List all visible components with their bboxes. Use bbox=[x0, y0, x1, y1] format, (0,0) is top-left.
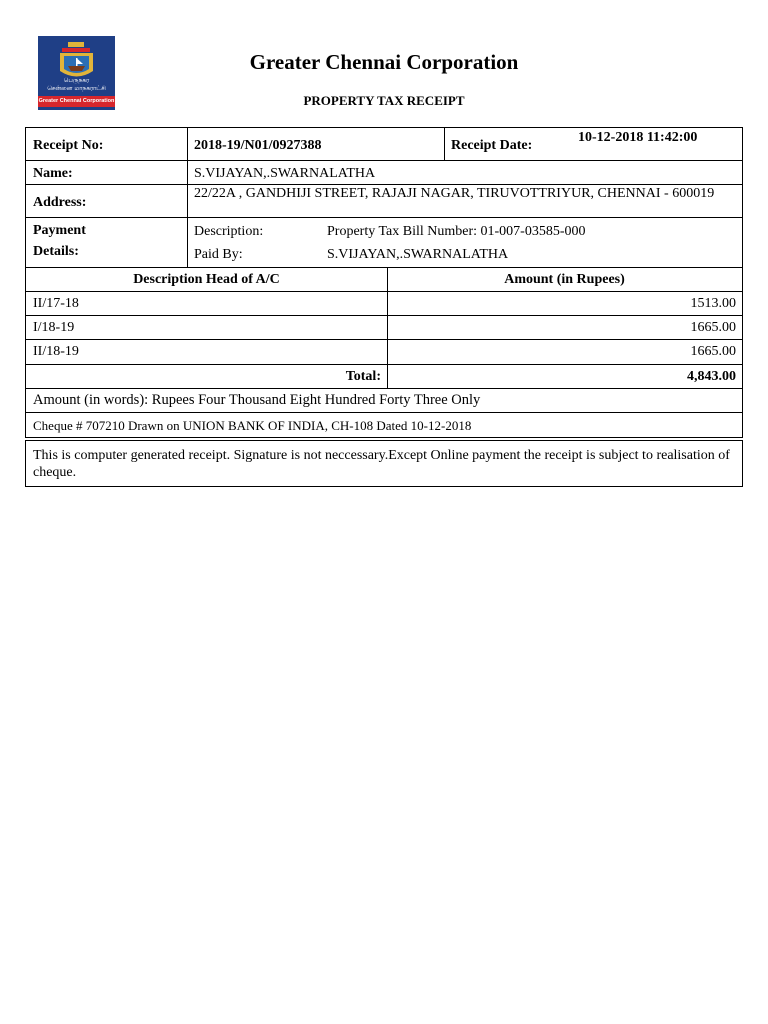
receipt-no-label: Receipt No: bbox=[33, 138, 104, 153]
table-row-head: I/18-19 bbox=[33, 320, 75, 335]
column-header-head: Description Head of A/C bbox=[133, 272, 280, 287]
cheque-details: Cheque # 707210 Drawn on UNION BANK OF INDIA, CH-108 Dated 10-12-2018 bbox=[33, 418, 472, 433]
receipt-box bbox=[25, 127, 743, 438]
logo-text-tamil-2: சென்னை மாநகராட்சி bbox=[47, 85, 106, 92]
receipt-note: This is computer generated receipt. Signature is not neccessary.Except Online payment the receipt is subject to realisation of cheque. bbox=[33, 448, 730, 480]
name-label: Name: bbox=[33, 166, 73, 181]
total-label: Total: bbox=[345, 369, 381, 384]
paid-by-value: S.VIJAYAN,.SWARNALATHA bbox=[327, 247, 509, 262]
receipt-no-value: 2018-19/N01/0927388 bbox=[194, 138, 322, 153]
table-row-amount: 1665.00 bbox=[690, 344, 736, 359]
address-label: Address: bbox=[33, 195, 87, 210]
receipt-date-label: Receipt Date: bbox=[451, 138, 533, 153]
table-row-head: II/17-18 bbox=[33, 296, 79, 311]
payment-label: Payment bbox=[33, 223, 86, 238]
description-label: Description: bbox=[194, 224, 264, 239]
logo-text-tamil-1: பெருநகர bbox=[63, 77, 90, 84]
amount-in-words: Amount (in words): Rupees Four Thousand Eight Hundred Forty Three Only bbox=[33, 392, 481, 408]
column-header-amount: Amount (in Rupees) bbox=[504, 272, 625, 287]
page-title: Greater Chennai Corporation bbox=[249, 50, 519, 74]
total-value: 4,843.00 bbox=[687, 369, 736, 384]
receipt-subtitle: PROPERTY TAX RECEIPT bbox=[303, 93, 465, 108]
name-value: S.VIJAYAN,.SWARNALATHA bbox=[194, 166, 376, 181]
table-row-amount: 1665.00 bbox=[690, 320, 736, 335]
paid-by-label: Paid By: bbox=[194, 247, 243, 262]
payment-label-2: Details: bbox=[33, 244, 79, 259]
table-row-amount: 1513.00 bbox=[690, 296, 736, 311]
address-value: 22/22A , GANDHIJI STREET, RAJAJI NAGAR, TIRUVOTTRIYUR, CHENNAI - 600019 bbox=[194, 186, 715, 201]
table-row-head: II/18-19 bbox=[33, 344, 79, 359]
description-value: Property Tax Bill Number: 01-007-03585-000 bbox=[327, 224, 586, 239]
note-box bbox=[25, 440, 743, 487]
logo-text-english: Greater Chennai Corporation bbox=[38, 98, 115, 104]
receipt-date-value: 10-12-2018 11:42:00 bbox=[578, 130, 698, 145]
